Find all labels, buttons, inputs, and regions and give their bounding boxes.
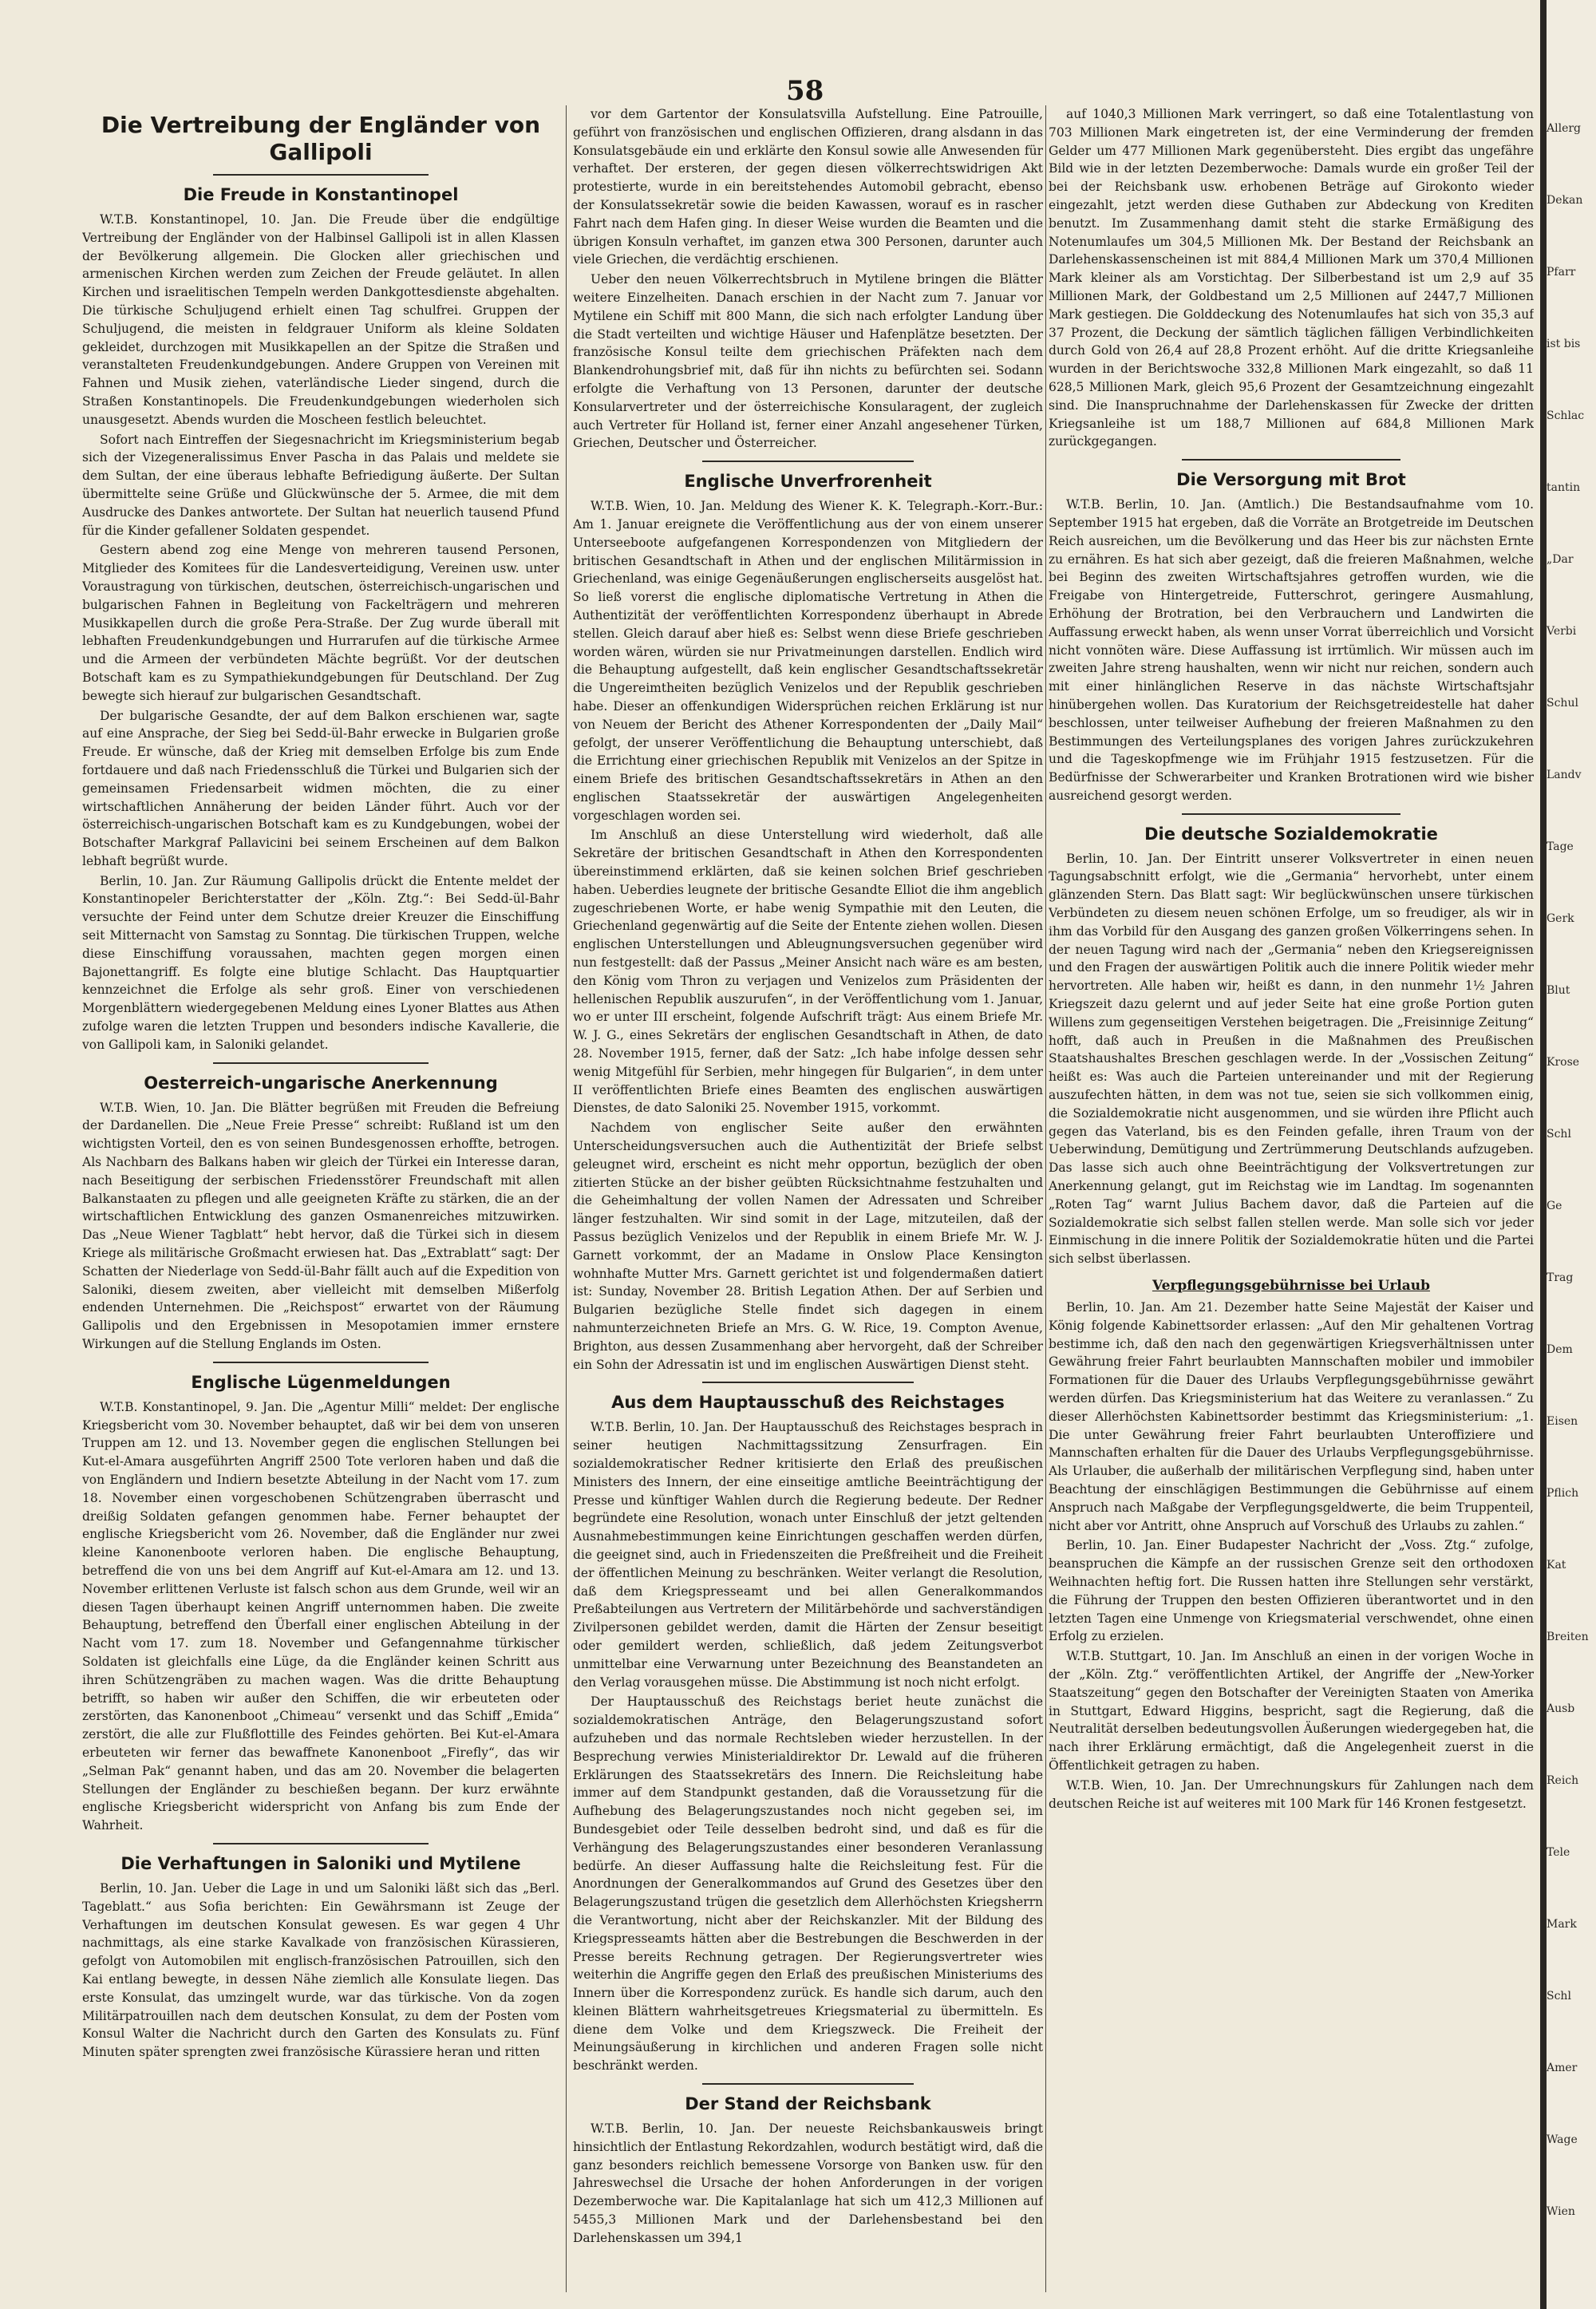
adjacent-page-fragment: ist bis	[1547, 338, 1581, 350]
adjacent-page-fragment: Mark	[1547, 1918, 1577, 1931]
section-divider	[213, 1062, 428, 1064]
article-headline: Die Vertreibung der Engländer von Gallipoli	[101, 112, 541, 165]
article-heading: Englische Unverfrorenheit	[684, 472, 932, 492]
article-heading: Aus dem Hauptausschuß des Reichstages	[611, 1393, 1005, 1413]
section-divider	[702, 2083, 914, 2085]
section-divider	[702, 461, 914, 462]
article-paragraph: Berlin, 10. Jan. Der Eintritt unserer Volksvertreter in einen neuen Tagungsabschnitt erfolgt, wie die „Germania“ hervorhebt, unter einem glänzenden Stern. Das Blatt sagt: Wir beglückwünschen unsere türkischen Verbündeten zu diesem neuen schönen Erfolge, um so freudiger, als wir in ihm das Vorbild für den Ausgang des ganzen großen Völkerringens sehen. In der neuen Tagung wird nach der „Germania“ neben den Kriegsereignissen und den Fragen der auswärtigen Politik auch die innere Politik wieder mehr hervortreten. Alle haben wir, heißt es dann, in den nunmehr 1½ Jahren Kriegszeit dazu gelernt und auf jeder Seite hat eine große Portion guten Willens zum gegenseitigen Verstehen beigetragen. Die „Freisinnige Zeitung“ hofft, daß auch in Preußen in die Maßnahmen des Preußischen Staatshaushaltes Breschen geschlagen werde. In der „Vossischen Zeitung“ heißt es: Was auch die Parteien untereinander und mit der Regierung auszufechten hätten, in dem was not tue, seien sie sich vollkommen einig, die Sozialdemokratie nicht ausgenommen, und sie würden ihre Pflicht auch gegen das Vaterland, bis es den Feinden gefalle, ihren Traum von der Ueberwindung, Demütigung und Zertrümmerung Deutschlands aufzugeben. Das lasse sich auch ohne Beeinträchtigung der Volksvertretungen zur Anerkennung gelangt, gut im Reichstag wie im Landtag. Im sogenannten „Roten Tag“ warnt Julius Bachem davor, daß die Parteien auf die Sozialdemokratie sich selbst fallen stellen werde. Man solle sich vor jeder Einmischung in die innere Politik der Sozialdemokratie hüten und die Partei sich selbst überlassen.	[1049, 851, 1534, 1267]
article-paragraph: Berlin, 10. Jan. Ueber die Lage in und um Saloniki läßt sich das „Berl. Tageblatt.“ aus Sofia berichten: Ein Gewährsmann ist Zeuge der Verhaftungen im deutschen Konsulat gewesen. Es war gegen 4 Uhr nachmittags, als eine starke Kavalkade von französischen Kürassieren, gefolgt von Automobilen mit englisch-französischen Patrouillen, sich den Kai entlang bewegte, in dessen Nähe ziemlich alle Konsulate liegen. Das erste Konsulat, das umzingelt wurde, war das türkische. Von da zogen Militärpatrouillen nach dem deutschen Konsulat, zu dem der Posten vom Konsul Walter die Nachricht durch den Garten des Konsulats zu. Fünf Minuten später sprengten zwei französische Kürassiere heran und ritten	[82, 1880, 559, 2060]
adjacent-page-fragment: Wien	[1547, 2205, 1575, 2218]
article-paragraph: Ueber den neuen Völkerrechtsbruch in Mytilene bringen die Blätter weitere Einzelheiten. Danach erschien in der Nacht zum 7. Januar vor Mytilene ein Schiff mit 800 Mann, die sich nach erfolgter Landung über die Stadt verteilten und wichtige Häuser und Hafenplätze besetzten. Der französische Konsul teilte dem griechischen Präfekten nach dem Blankendrohungsbrief mit, daß für ihn nichts zu befürchten sei. Sodann erfolgte die Verhaftung von 13 Personen, darunter der deutsche Konsularvertreter und der österreichische Konsularagent, der zugleich auch Vertreter für Holland ist, ferner einer Anzahl angesehener Türken, Griechen, Deutscher und Österreicher.	[573, 272, 1043, 451]
adjacent-page-fragment: Trag	[1547, 1271, 1574, 1284]
article-heading: Der Stand der Reichsbank	[685, 2094, 931, 2114]
article-paragraph: W.T.B. Wien, 10. Jan. Der Umrechnungskurs für Zahlungen nach dem deutschen Reiche ist auf weiteres mit 100 Mark für 146 Kronen festgesetzt.	[1049, 1777, 1534, 1811]
article-paragraph: Berlin, 10. Jan. Zur Räumung Gallipolis drückt die Entente meldet der Konstantinopeler Berichterstatter der „Köln. Ztg.“: Bei Sedd-ül-Bahr versuchte der Feind unter dem Schutze dreier Kreuzer die Einschiffung seit Mitternacht von Samstag zu Sonntag. Die türkischen Truppen, welche diese Einschiffung voraussahen, machten gegen morgen einen Bajonettangriff. Es folgte eine blutige Schlacht. Das Hauptquartier kennzeichnet die Erfolge als sehr groß. Einer von verschiedenen Morgenblättern wiedergegebenen Meldung eines Lyoner Blattes aus Athen zufolge waren die letzten Truppen und besonders indische Kavallerie, die von Gallipoli kam, in Saloniki gelandet.	[82, 873, 559, 1052]
adjacent-page-fragment: Schlac	[1547, 409, 1585, 422]
adjacent-page-fragment: Dem	[1547, 1343, 1573, 1356]
section-divider	[702, 1382, 914, 1383]
section-divider	[1182, 459, 1400, 461]
article-paragraph: Im Anschluß an diese Unterstellung wird wiederholt, daß alle Sekretäre der britischen Gesandtschaft in Athen den Korrespondenten übereinstimmend erklärten, daß sie keinen solchen Brief geschrieben haben. Ueberdies leugnete der britische Gesandte Elliot die ihm angeblich zugeschriebenen Worte, er habe wenig Sympathie mit den Leuten, die Griechenland gegenwärtig auf die Seite der Entente ziehen wollen. Diesen englischen Unterstellungen und Ableugnungsversuchen gegenüber wird nun festgestellt: daß der Passus „Meiner Ansicht nach wäre es am besten, den König vom Thron zu verjagen und Venizelos zum Präsidenten der hellenischen Republik auszurufen“, in der Veröffentlichung vom 1. Januar, wo er unter III erscheint, folgende Aufschrift trägt: Aus einem Briefe Mr. W. J. G., eines Sekretärs der englischen Gesandtschaft in Athen, de dato 28. November 1915, ferner, daß der Satz: „Ich habe infolge dessen sehr wenig Mitgefühl für Serbien, mehr hingegen für Bulgarien“, in dem unter II veröffentlichten Briefe eines Beamten des englischen auswärtigen Dienstes, de dato Saloniki 25. November 1915, vorkommt.	[573, 828, 1043, 1116]
adjacent-page-fragment: Allerg	[1547, 122, 1582, 135]
article-paragraph: Sofort nach Eintreffen der Siegesnachricht im Kriegsministerium begab sich der Vizegeneralissimus Enver Pascha in das Palais und meldete sie dem Sultan, der eine überaus lebhafte Befriedigung äußerte. Der Sultan übermittelte seine Grüße und Glückwünsche der 5. Armee, die mit dem Ausdrucke des Dankes antwortete. Der Sultan hat neuerlich tausend Pfund für die Kinder gefallener Soldaten gespendet.	[82, 432, 559, 538]
article-heading: Die Freude in Konstantinopel	[183, 185, 459, 204]
adjacent-page-fragment: Verbi	[1547, 625, 1577, 638]
adjacent-page-fragment: Kat	[1547, 1559, 1566, 1572]
adjacent-page-fragment: Dekan	[1547, 194, 1583, 207]
article-paragraph: W.T.B. Wien, 10. Jan. Meldung des Wiener K. K. Telegraph.-Korr.-Bur.: Am 1. Januar ereignete die Veröffentlichung aus der von einem unserer Unterseeboote aufgefangenen Korrespondenzen von Mitgliedern der britischen Gesandtschaft in Athen und der englischen Militärmission in Griechenland, was einige Gegenäußerungen englischerseits ausgelöst hat. So ließ vorerst die englische diplomatische Vertretung in Athen die Authentizität der veröffentlichten Korrespondenz überhaupt in Abrede stellen. Gleich darauf aber hieß es: Selbst wenn diese Briefe geschrieben worden wären, würden sie nur Privatmeinungen darstellen. Endlich wird die Behauptung aufgestellt, daß kein englischer Gesandtschaftssekretär die Ungereimtheiten bezüglich Venizelos und der Republik geschrieben habe. Dieser an offenkundigen Widersprüchen reichen Erklärung ist nur von Neuem der Bericht des Athener Korrespondenten der „Daily Mail“ gefolgt, der unserer Veröffentlichung die Behauptung unterschiebt, daß die Errichtung einer griechischen Republik mit Venizelos an der Spitze in einem Briefe des britischen Gesandtschaftssekretärs in Athen an den englischen Staatssekretär der auswärtigen Angelegenheiten vorgeschlagen worden sei.	[573, 499, 1043, 823]
column-left	[82, 105, 559, 2292]
article-paragraph: Gestern abend zog eine Menge von mehreren tausend Personen, Mitglieder des Komitees für die Landesverteidigung, Vereinen usw. unter Voraustragung von türkischen, deutschen, österreichisch-ungarischen und bulgarischen Fahnen in Begleitung von Fackelträgern und mehreren Musikkapellen durch die große Pera-Straße. Der Zug wurde überall mit lebhaften Freudenkundgebungen und Hurrarufen auf die türkische Armee und die Armeen der verbündeten Mächte begrüßt. Vor der deutschen Botschaft kam es zu Sympathiekundgebungen für Deutschland. Der Zug bewegte sich hierauf zur bulgarischen Gesandtschaft.	[82, 543, 559, 703]
column-rule-left	[566, 105, 567, 2292]
section-divider	[213, 1843, 428, 1844]
article-paragraph: W.T.B. Stuttgart, 10. Jan. Im Anschluß an einen in der vorigen Woche in der „Köln. Ztg.“ veröffentlichten Artikel, der Angriffe der „New-Yorker Staatszeitung“ gegen den Botschafter der Vereinigten Staaten von Amerika in Stuttgart, Edward Higgins, bespricht, sagt die Regierung, daß die Neutralität derselben bedeutungsvollen Äußerungen wiedergegeben hat, die nach ihrer Erklärung ermächtigt, daß die Angelegenheit zuerst in die Öffentlichkeit getragen zu haben.	[1049, 1649, 1534, 1773]
article-paragraph: auf 1040,3 Millionen Mark verringert, so daß eine Totalentlastung von 703 Millionen Mark eingetreten ist, der eine Verminderung der fremden Gelder um 477 Millionen Mark gegenübersteht. Dies ergibt das ungefähre Bild wie in der letzten Dezemberwoche: Damals wurde ein großer Teil der bei der Reichsbank usw. erhobenen Beträge auf Girokonto wieder eingezahlt, jetzt werden diese Guthaben zur Abdeckung von Krediten benutzt. Im Zusammenhang damit steht die starke Ermäßigung des Notenumlaufes um 304,5 Millionen Mk. Der Bestand der Reichsbank an Darlehenskassenscheinen ist mit 884,4 Millionen Mark um 370,4 Millionen Mark kleiner als am Vorstichtag. Der Silberbestand ist um 2,9 auf 35 Millionen Mark, der Goldbestand um 2,5 Millionen auf 2447,7 Millionen Mark gestiegen. Die Golddeckung des Notenumlaufes hat sich von 35,3 auf 37 Prozent, die Deckung der sämtlich täglichen fälligen Verbindlichkeiten durch Gold von 26,4 auf 28,8 Prozent erhöht. Auf die dritte Kriegsanleihe wurden in der Berichtswoche 332,8 Millionen Mark eingezahlt, so daß 11 628,5 Millionen Mark, gleich 95,6 Prozent der Gesamtzeichnung eingezahlt sind. Die Inanspruchnahme der Darlehenskassen für Zwecke der dritten Kriegsanleihe ist um 188,7 Millionen auf 684,8 Millionen Mark zurückgegangen.	[1049, 107, 1534, 449]
adjacent-page-fragment: Blut	[1547, 984, 1570, 997]
adjacent-page-fragment: Amer	[1547, 2062, 1578, 2074]
adjacent-page-fragment: Pflich	[1547, 1487, 1579, 1500]
adjacent-page-fragment: Breiten	[1547, 1631, 1589, 1643]
article-subheading: Verpflegungsgebührnisse bei Urlaub	[1152, 1278, 1431, 1295]
article-heading: Die Versorgung mit Brot	[1176, 470, 1406, 490]
article-paragraph: W.T.B. Konstantinopel, 10. Jan. Die Freude über die endgültige Vertreibung der Engländer von der Halbinsel Gallipoli ist in allen Klassen der Bevölkerung allgemein. Die Glocken aller griechischen und armenischen Kirchen werden zum Zeichen der Freude geläutet. In allen Kirchen und israelitischen Tempeln werden Dankgottesdienste abgehalten. Die türkische Schuljugend erhielt einen Tag schulfrei. Gruppen der Schuljugend, die meisten in feldgrauer Uniform als kleine Soldaten gekleidet, durchzogen mit Musikkapellen an der Spitze die Straßen und veranstalteten Freudenkundgebungen. Andere Gruppen von Vereinen mit Fahnen und Musik ziehen, vaterländische Lieder singend, durch die Straßen Konstantinopels. Die Freudenkundgebungen wiederholen sich unausgesetzt. Abends wurden die Moscheen festlich beleuchtet.	[82, 212, 559, 427]
article-paragraph: Der Hauptausschuß des Reichstags beriet heute zunächst die sozialdemokratischen Anträge, den Belagerungszustand sofort aufzuheben und das normale Rechtsleben wieder herzustellen. In der Besprechung verwies Ministerialdirektor Dr. Lewald auf die früheren Erklärungen des Staatssekretärs des Innern. Die Reichsleitung habe immer auf dem Standpunkt gestanden, daß die Voraussetzung für die Aufhebung des Belagerungszustandes noch nicht gegeben sei, im Bundesgebiet oder Teile desselben bedroht sind, und daß es für die Verhängung des Belagerungszustandes einer besonderen Veranlassung bedürfe. An dieser Auffassung halte die Reichsleitung fest. Für die Anordnungen der Generalkommandos auf Grund des Gesetzes über den Belagerungszustand trügen die gesetzlich dem Allerhöchsten Kriegsherrn die Verantwortung, nicht aber der Reichskanzler. Mit der Bildung des Kriegspresseamts hätten aber die Bestrebungen die Beschwerden in der Presse bereits Rechnung getragen. Der Regierungsvertreter wies weiterhin die Angriffe gegen den Erlaß des preußischen Ministeriums des Innern über die Korrespondenz zurück. Es handle sich darum, auch den kleinen Blättern wahrheitsgetreues Kriegsmaterial zu übermitteln. Es diene dem Volke und dem Kriegszweck. Die Freiheit der Meinungsäußerung in kirchlichen und anderen Fragen solle nicht beschränkt werden.	[573, 1694, 1043, 2074]
article-paragraph: W.T.B. Berlin, 10. Jan. Der neueste Reichsbankausweis bringt hinsichtlich der Entlastung Rekordzahlen, wodurch bestätigt wird, daß die ganz besonders reichlich bemessene Vorsorge von Banken usw. für den Jahreswechsel die Ursache der hohen Anforderungen in der vorigen Dezemberwoche war. Die Kapitalanlage hat sich um 412,3 Millionen auf 5455,3 Millionen Mark und der Darlehensbestand bei den Darlehenskassen um 394,1	[573, 2121, 1043, 2245]
article-heading: Die deutsche Sozialdemokratie	[1144, 824, 1438, 844]
article-paragraph: W.T.B. Berlin, 10. Jan. (Amtlich.) Die Bestandsaufnahme vom 10. September 1915 hat ergeben, daß die Vorräte an Brotgetreide im Deutschen Reich ausreichen, um die Bevölkerung und das Heer bis zur nächsten Ernte zu ernähren. Es hat sich aber gezeigt, daß die freieren Maßnahmen, welche bei Beginn des zweiten Wirtschaftsjahres getroffen wurden, wie die Freigabe von Hintergetreide, Futterschrot, geringere Ausmahlung, Erhöhung der Brotration, bei den Verbrauchern und Landwirten die Auffassung erweckt haben, als wenn unser Vorrat überreichlich und Vorsicht nicht vonnöten wäre. Diese Auffassung ist irrtümlich. Wir müssen auch im zweiten Jahre streng haushalten, wenn wir nicht nur reichen, sondern auch mit einer hinlänglichen Reserve in das nächste Wirtschaftsjahr hinübergehen wollen. Das Kuratorium der Reichsgetreidestelle hat daher beschlossen, unter teilweiser Aufhebung der freieren Maßnahmen zu den Bestimmungen des Verteilungsplanes des vorigen Jahres zurückzukehren und die Tageskopfmenge wie im Frühjahr 1915 festzusetzen. Für die Bedürfnisse der Schwerarbeiter und Kranken Brotrationen wird wie bisher ausreichend gesorgt werden.	[1049, 497, 1534, 803]
article-paragraph: vor dem Gartentor der Konsulatsvilla Aufstellung. Eine Patrouille, geführt von französischen und englischen Offizieren, drang alsdann in das Konsulatsgebäude ein und erklärte den Konsul sowie alle Anwesenden für verhaftet. Der ersteren, der gegen diesen völkerrechtswidrigen Akt protestierte, wurde in ein bereitstehendes Automobil gebracht, ebenso der Konsulatssekretär sowie die beiden Kawassen, worauf es in rascher Fahrt nach dem Hafen ging. In dieser Weise wurden die Beamten und die übrigen Konsuln verhaftet, im ganzen etwa 300 Personen, darunter auch viele Griechen, die verdächtig erschienen.	[573, 107, 1043, 267]
adjacent-page-fragment: „Dar	[1547, 553, 1574, 566]
adjacent-page-fragment: Schl	[1547, 1128, 1571, 1141]
adjacent-page-fragment: Ge	[1547, 1200, 1562, 1212]
article-heading: Die Verhaftungen in Saloniki und Mytilene	[120, 1853, 521, 1873]
section-divider	[213, 1362, 428, 1363]
adjacent-page-fragment: Tage	[1547, 840, 1574, 853]
adjacent-page-fragment: Pfarr	[1547, 266, 1576, 279]
article-paragraph: W.T.B. Wien, 10. Jan. Die Blätter begrüßen mit Freuden die Befreiung der Dardanellen. Die „Neue Freie Presse“ schreibt: Rußland ist um den wichtigsten Vorteil, den es von seinen Bundesgenossen erhoffte, betrogen. Als Nachbarn des Balkans haben wir gleich der Türkei ein Interesse daran, nach Beseitigung der serbischen Friedensstörer Freundschaft mit allen Balkanstaaten zu pflegen und alle geeigneten Kräfte zu stärken, die an der wirtschaftlichen Entwicklung des ganzen Osmanenreiches mitzuwirken. Das „Neue Wiener Tagblatt“ hebt hervor, daß die Türkei sich in diesem Kriege als militärische Großmacht erwiesen hat. Das „Extrablatt“ sagt: Der Schatten der Niederlage von Sedd-ül-Bahr fällt auch auf die Expedition von Saloniki, diesem zweiten, aber vielleicht mit demselben Mißerfolg endenden Unternehmen. Die „Reichspost“ erwartet von der Räumung Gallipolis und den Ergebnissen in Mesopotamien immer ernstere Wirkungen auf die Stellung Englands im Osten.	[82, 1100, 559, 1352]
adjacent-page-fragment: Eisen	[1547, 1415, 1578, 1428]
adjacent-page-fragment: Gerk	[1547, 912, 1574, 925]
article-paragraph: Der bulgarische Gesandte, der auf dem Balkon erschienen war, sagte auf eine Ansprache, der Sieg bei Sedd-ül-Bahr erwecke in Bulgarien große Freude. Er wünsche, daß der Krieg mit demselben Erfolge bis zum Ende fortdauere und daß nach Friedensschluß die Türkei und Bulgarien sich der gemeinsamen Friedensarbeit widmen möchten, die zu einer wirtschaftlichen Annäherung der beiden Länder führt. Auch vor der österreichisch-ungarischen Botschaft kam es zu Kundgebungen, wobei der Botschafter Markgraf Pallavicini bei seinem Erscheinen auf dem Balkon lebhaft begrüßt wurde.	[82, 708, 559, 868]
adjacent-page-fragment: Tele	[1547, 1846, 1570, 1859]
adjacent-page-fragment: Krose	[1547, 1056, 1580, 1069]
article-paragraph: Berlin, 10. Jan. Am 21. Dezember hatte Seine Majestät der Kaiser und König folgende Kabinettsorder erlassen: „Auf den Mir gehaltenen Vortrag bestimme ich, daß den nach den gegenwärtigen Kriegsverhältnissen unter Gewährung freier Fahrt beurlaubten Mannschaften mobiler und immobiler Formationen für die Dauer des Urlaubs Verpflegungsgebührnisse gewährt werden dürfen. Das Kriegsministerium hat das Weitere zu veranlassen.“ Zu dieser Allerhöchsten Kabinettsorder bestimmt das Kriegsministerium: „1. Die unter Gewährung freier Fahrt beurlaubten Unteroffiziere und Mannschaften erhalten für die Dauer des Urlaubs Verpflegungsgebührnisse. Als Urlauber, die außerhalb der militärischen Verpflegung sind, haben unter Beachtung der einschlägigen Bestimmungen die Gebührnisse auf einem Anspruch nach Maßgabe der Verpflegungsgeldwerte, die beim Truppenteil, nicht aber vor Antritt, ohne Anspruch auf Vorschuß des Urlaubs zu zahlen.“	[1049, 1300, 1534, 1533]
adjacent-page-fragment: Reich	[1547, 1774, 1579, 1787]
adjacent-page-fragment: Schl	[1547, 1990, 1571, 2003]
column-rule-right	[1045, 105, 1046, 2292]
adjacent-page-fragment: tantin	[1547, 481, 1581, 494]
adjacent-page-fragment: Schul	[1547, 697, 1578, 710]
adjacent-page-fragment: Ausb	[1547, 1702, 1575, 1715]
article-paragraph: W.T.B. Konstantinopel, 9. Jan. Die „Agentur Milli“ meldet: Der englische Kriegsbericht vom 30. November behauptet, daß wir bei dem von unseren Truppen am 12. und 13. November gegen die englischen Stellungen bei Kut-el-Amara ausgeführten Angriff 2500 Tote verloren haben und daß die von Engländern und Indiern besetzte Abteilung in der Nacht vom 17. zum 18. November einen vorgeschobenen Schützengraben überrascht und dreißig Soldaten gefangen genommen habe. Ferner behauptet der englische Kriegsbericht vom 26. November, daß die Engländer nur zwei kleine Kanonenboote verloren haben. Die englische Behauptung, betreffend die von uns bei dem Angriff auf Kut-el-Amara am 12. und 13. November erlittenen Verluste ist falsch schon aus dem Grunde, weil wir an diesen Tagen überhaupt keinen Angriff unternommen haben. Die zweite Behauptung, betreffend den Überfall einer englischen Abteilung in der Nacht vom 17. zum 18. November und Gefangennahme türkischer Soldaten ist gleichfalls eine Lüge, da die Engländer keinen Schritt aus ihren Schützengräben zu machen wagen. Was die dritte Behauptung betrifft, so haben wir außer den Schiffen, die wir erbeuteten oder zerstörten, das Kanonenboot „Chimeau“ versenkt und das Schiff „Emida“ zerstört, die alle zur Flußflottille des Feindes gehörten. Bei Kut-el-Amara erbeuteten wir ferner das bewaffnete Kanonenboot „Firefly“, das wir „Selman Pak“ genannt haben, und das am 20. November die belagerten Stellungen der Engländer zu beschießen begann. Der kurz erwähnte englische Kriegsbericht widerspricht von Anfang bis zum Ende der Wahrheit.	[82, 1399, 559, 1833]
article-heading: Oesterreich-ungarische Anerkennung	[144, 1073, 498, 1093]
column-middle	[573, 105, 1043, 2292]
column-right	[1049, 105, 1534, 2292]
page-number: 58	[786, 75, 824, 107]
section-divider	[213, 174, 428, 176]
adjacent-page-fragment: Wage	[1547, 2133, 1578, 2146]
section-divider	[1182, 813, 1400, 815]
article-paragraph: Berlin, 10. Jan. Einer Budapester Nachricht der „Voss. Ztg.“ zufolge, beanspruchen die Kämpfe an der russischen Grenze seit den orthodoxen Weihnachten heftig fort. Die Russen hatten ihre Stellungen sehr verstärkt, die Führung der Truppen den besten Offizieren überantwortet und in den letzten Tagen eine Unmenge von Kriegsmaterial verschwendet, ohne einen Erfolg zu erzielen.	[1049, 1538, 1534, 1644]
article-paragraph: W.T.B. Berlin, 10. Jan. Der Hauptausschuß des Reichstages besprach in seiner heutigen Nachmittagssitzung Zensurfragen. Ein sozialdemokratischer Redner kritisierte den Erlaß des preußischen Ministers des Innern, der eine einseitige amtliche Beeinträchtigung der Presse und künftiger Wahlen durch die Regierung bedeute. Der Redner begründete eine Resolution, wonach unter Einschluß der jetzt geltenden Ausnahmebestimmungen keine Einrichtungen geschaffen werden dürfen, die geeignet sind, auch in Friedenszeiten die Preßfreiheit und die Freiheit der öffentlichen Meinung zu beschränken. Weiter verlangt die Resolution, daß dem Kriegspresseamt und bei allen Generalkommandos Preßabteilungen aus Vertretern der Militärbehörde und sachverständigen Zivilpersonen gebildet werden, damit die Härten der Zensur beseitigt oder gemildert werden, schließlich, daß jedem Zeitungsverbot unmittelbar eine Verwarnung unter Bezeichnung des Beanstandeten an den Verlag vorausgehen müsse. Die Abstimmung ist noch nicht erfolgt.	[573, 1420, 1043, 1690]
article-paragraph: Nachdem von englischer Seite außer den erwähnten Unterscheidungsversuchen auch die Authentizität der Briefe selbst geleugnet wird, erscheint es nicht mehr opportun, bezüglich der oben zitierten Stücke an der bisher geübten Rücksichtnahme festzuhalten und die Geheimhaltung der vollen Namen der Adressaten und Schreiber länger festzuhalten. Wir sind somit in der Lage, mitzuteilen, daß der Passus bezüglich Venizelos und der Republik in einem Briefe Mr. W. J. Garnett vorkommt, der an Madame in Onslow Place Kensington wohnhafte Mutter Mrs. Garnett gerichtet ist und folgendermaßen datiert ist: Sunday, November 28. British Legation Athen. Der auf Serbien und Bulgarien bezügliche Stelle findet sich dagegen in einem nahmunterzeichneten Briefe an Mrs. G. W. Rice, 19. Compton Avenue, Brighton, aus dessen Zusammenhang aber hervorgeht, daß der Schreiber ein Sohn der Adressatin ist und im englischen Auswärtigen Dienst steht.	[573, 1121, 1043, 1372]
article-heading: Englische Lügenmeldungen	[191, 1372, 451, 1392]
adjacent-page-fragment: Landv	[1547, 769, 1582, 781]
